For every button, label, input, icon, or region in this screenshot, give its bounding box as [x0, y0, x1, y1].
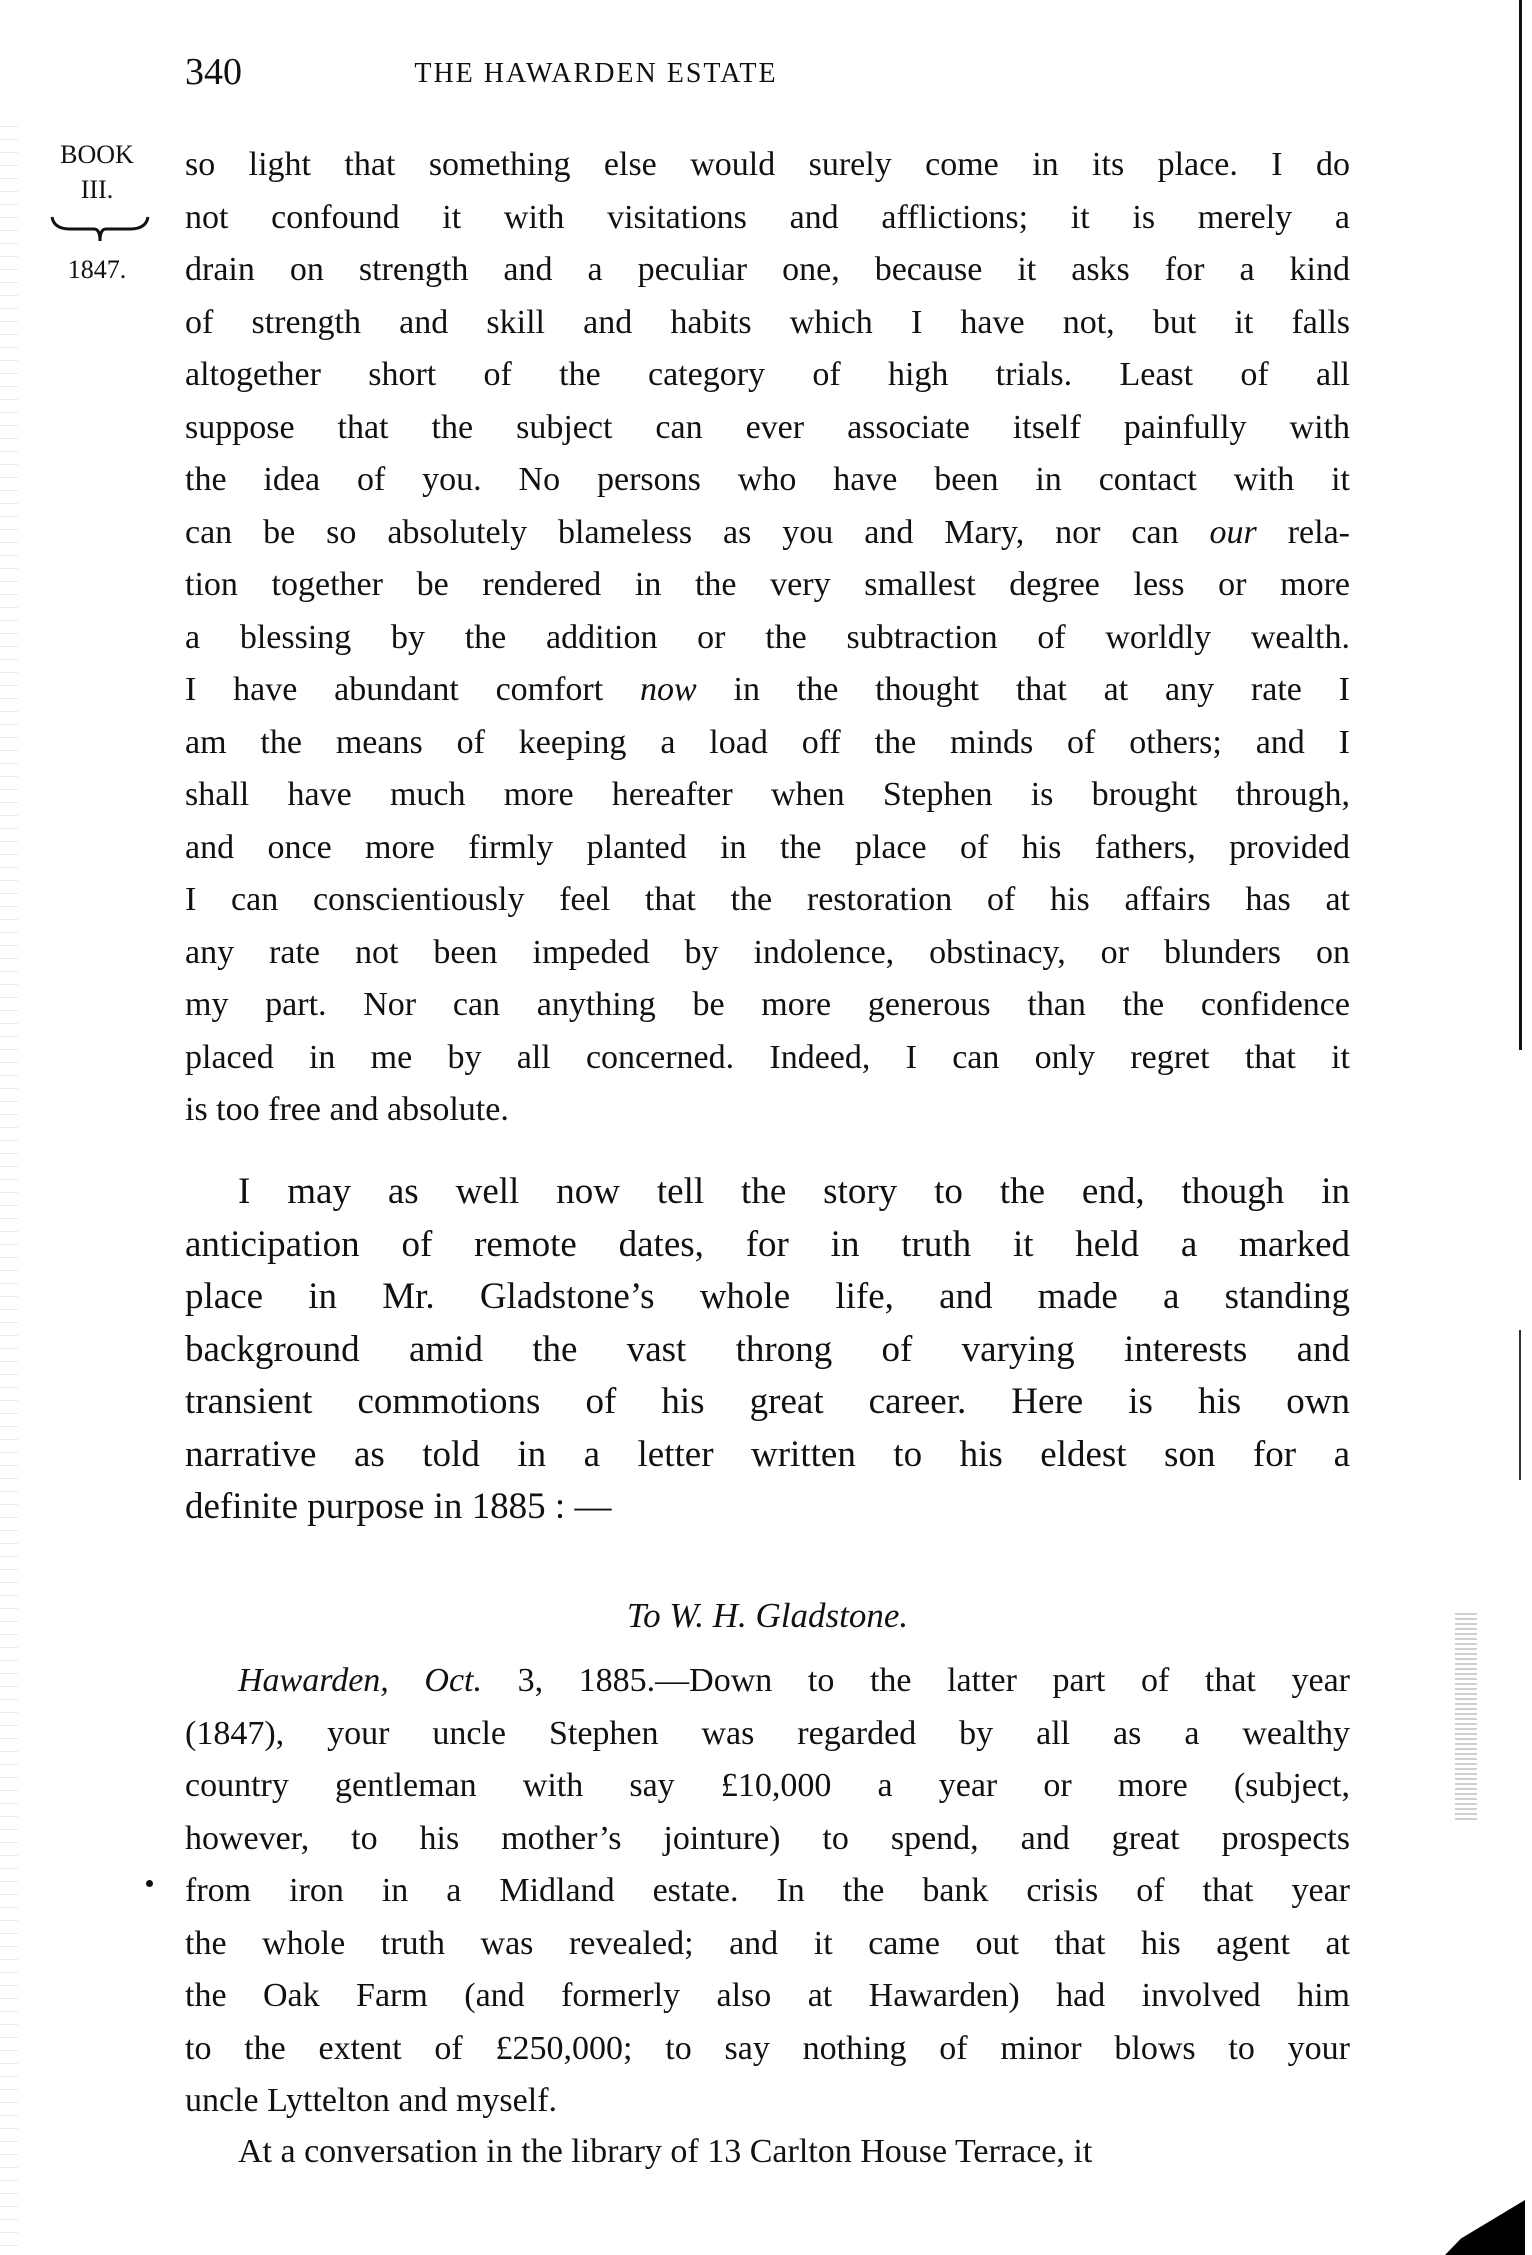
- text-line: [185, 612, 1350, 664]
- letter-heading: [185, 1590, 1350, 1642]
- scan-edge-noise: [0, 120, 18, 2250]
- text-segment: the idea of you. No persons who have been in contact with it: [185, 461, 1350, 498]
- page-edge-line-lower: [1519, 1330, 1521, 1480]
- italic-text: To W. H. Gladstone.: [626, 1596, 909, 1635]
- text-segment: a blessing by the addition or the subtraction of worldly wealth.: [185, 618, 1350, 656]
- text-segment: drain on strength and a peculiar one, because it asks for a kind: [185, 251, 1350, 288]
- text-line: [185, 1865, 1350, 1917]
- text-segment: background amid the vast throng of varying interests and: [185, 1328, 1350, 1370]
- text-segment: am the means of keeping a load off the minds of others; and I: [185, 723, 1350, 761]
- text-line: [185, 139, 1350, 191]
- text-segment: any rate not been impeded by indolence, obstinacy, or blunders on: [185, 933, 1350, 971]
- text-segment: rela-: [1256, 513, 1350, 551]
- text-line: [185, 507, 1350, 559]
- text-segment: I may as well now tell the story to the end, though in: [238, 1171, 1350, 1212]
- text-segment: I have abundant comfort: [185, 671, 641, 708]
- text-line: [185, 1324, 1350, 1376]
- margin-year: 1847.: [67, 255, 127, 284]
- text-line: [185, 1032, 1350, 1084]
- text-line: [238, 1655, 1350, 1707]
- text-line: [185, 1481, 1350, 1533]
- text-segment: place in Mr. Gladstone’s whole life, and made a standing: [185, 1276, 1350, 1317]
- text-line: [185, 454, 1350, 506]
- text-line: [185, 927, 1350, 979]
- text-line: [185, 1970, 1350, 2022]
- text-line: [185, 2075, 1350, 2127]
- text-line: [185, 979, 1350, 1031]
- page-number: 340: [185, 51, 242, 93]
- text-segment: shall have much more hereafter when Stephen is brought through,: [185, 776, 1350, 813]
- text-line: [238, 2126, 1350, 2178]
- text-line: [185, 559, 1350, 611]
- text-segment: uncle Lyttelton and myself.: [185, 2082, 558, 2119]
- text-segment: the Oak Farm (and formerly also at Hawarden) had involved him: [185, 1977, 1350, 2014]
- margin-volume: III.: [80, 175, 114, 204]
- text-segment: (1847), your uncle Stephen was regarded by all as a wealthy: [185, 1714, 1350, 1752]
- italic-text: Hawarden, Oct.: [238, 1662, 482, 1699]
- text-line: [185, 1918, 1350, 1970]
- running-title: THE HAWARDEN ESTATE: [414, 58, 778, 89]
- scan-artifact: [1455, 1610, 1477, 1820]
- italic-text: our: [1209, 513, 1257, 551]
- margin-dot: [146, 1880, 153, 1887]
- page-edge-line: [1519, 0, 1522, 1050]
- text-line: [185, 1271, 1350, 1323]
- text-line: [185, 2023, 1350, 2075]
- text-line: [185, 1813, 1350, 1865]
- text-segment: not confound it with visitations and afflictions; it is merely a: [185, 198, 1350, 236]
- text-segment: and once more firmly planted in the place of his fathers, provided: [185, 828, 1350, 866]
- text-segment: the whole truth was revealed; and it came out that his agent at: [185, 1924, 1350, 1962]
- text-line: [185, 1429, 1350, 1481]
- text-segment: placed in me by all concerned. Indeed, I can only regret that it: [185, 1038, 1350, 1076]
- text-segment: tion together be rendered in the very smallest degree less or more: [185, 566, 1350, 603]
- text-line: [185, 1760, 1350, 1812]
- text-line: [185, 349, 1350, 401]
- scan-corner-mark: [1445, 2200, 1525, 2255]
- text-segment: At a conversation in the library of 13 Carlton House Terrace, it: [238, 2133, 1093, 2170]
- margin-book: BOOK: [60, 140, 134, 169]
- text-segment: 3, 1885.—Down to the latter part of that year: [481, 1662, 1350, 1699]
- text-segment: narrative as told in a letter written to his eldest son for a: [185, 1433, 1350, 1475]
- text-line: [185, 664, 1350, 716]
- italic-text: now: [640, 671, 697, 708]
- text-line: [185, 874, 1350, 926]
- text-segment: is too free and absolute.: [185, 1091, 509, 1128]
- text-line: [185, 192, 1350, 244]
- text-segment: of strength and skill and habits which I have not, but it falls: [185, 303, 1350, 341]
- text-line: [185, 244, 1350, 296]
- text-segment: in the thought that at any rate I: [696, 671, 1350, 708]
- text-line: [185, 769, 1350, 821]
- text-line: [185, 717, 1350, 769]
- text-segment: so light that something else would surely come in its place. I do: [185, 146, 1350, 183]
- text-line: [185, 822, 1350, 874]
- text-segment: to the extent of £250,000; to say nothing of minor blows to your: [185, 2029, 1350, 2067]
- text-segment: altogether short of the category of high trials. Least of all: [185, 356, 1350, 393]
- text-line: [185, 297, 1350, 349]
- text-segment: can be so absolutely blameless as you and Mary, nor can: [185, 513, 1210, 551]
- text-segment: country gentleman with say £10,000 a year or more (subject,: [185, 1767, 1350, 1804]
- text-segment: however, to his mother’s jointure) to spend, and great prospects: [185, 1819, 1350, 1857]
- text-segment: I can conscientiously feel that the restoration of his affairs has at: [185, 881, 1350, 918]
- text-segment: from iron in a Midland estate. In the bank crisis of that year: [185, 1872, 1350, 1909]
- text-line: [185, 1084, 1350, 1136]
- text-segment: suppose that the subject can ever associate itself painfully with: [185, 408, 1350, 446]
- text-line: [185, 1708, 1350, 1760]
- margin-brace-icon: [50, 215, 150, 245]
- text-segment: definite purpose in 1885 : —: [185, 1486, 612, 1527]
- text-segment: my part. Nor can anything be more generous than the confidence: [185, 986, 1350, 1023]
- text-segment: transient commotions of his great career. Here is his own: [185, 1381, 1350, 1422]
- text-line: [185, 402, 1350, 454]
- text-line: [185, 1376, 1350, 1428]
- text-segment: anticipation of remote dates, for in truth it held a marked: [185, 1223, 1350, 1265]
- text-line: [185, 1219, 1350, 1271]
- text-line: [238, 1166, 1350, 1218]
